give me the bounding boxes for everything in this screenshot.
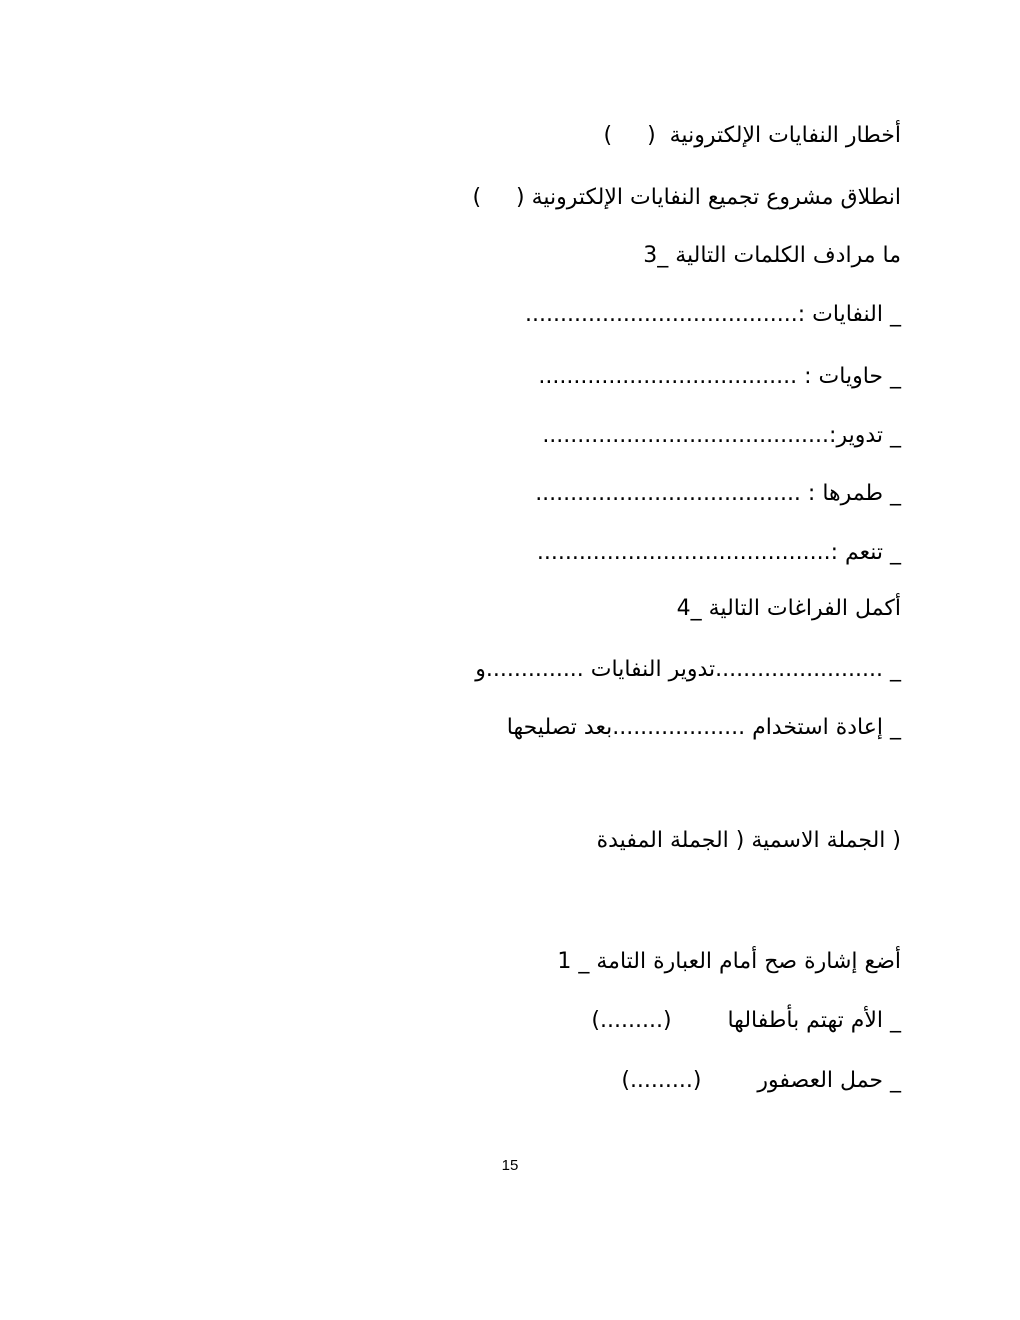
fill-blanks-heading: أكمل الفراغات التالية _4 — [676, 596, 901, 621]
synonym-item-waste: _ النفايات :....................................... — [525, 302, 901, 327]
true-false-item-2: انطلاق مشروع تجميع النفايات الإلكترونية ( ) — [472, 185, 901, 210]
synonym-item-burying: _ طمرها : ...................................... — [535, 481, 901, 506]
synonym-item-recycling: _ تدوير:......................................... — [542, 423, 901, 448]
checkmark-item-2: _ حمل العصفور (.........) — [621, 1068, 901, 1093]
fill-blank-item-1: _ ........................تدوير النفايات ..............و — [475, 657, 901, 682]
checkmark-heading: أضع إشارة صح أمام العبارة التامة _ 1 — [557, 949, 901, 974]
synonyms-heading: ما مرادف الكلمات التالية _3 — [643, 243, 901, 268]
synonym-item-containers: _ حاويات : ..................................... — [538, 364, 901, 389]
synonym-item-enjoy: _ تنعم :.......................................... — [536, 540, 901, 565]
fill-blank-item-2: _ إعادة استخدام ...................بعد تصليحها — [506, 715, 901, 740]
lesson-title: ( الجملة الاسمية ( الجملة المفيدة — [596, 828, 901, 853]
true-false-item-1: أخطار النفايات الإلكترونية ( ) — [603, 123, 901, 148]
checkmark-item-1: _ الأم تهتم بأطفالها (.........) — [591, 1008, 901, 1033]
page-number: 15 — [501, 1157, 519, 1174]
